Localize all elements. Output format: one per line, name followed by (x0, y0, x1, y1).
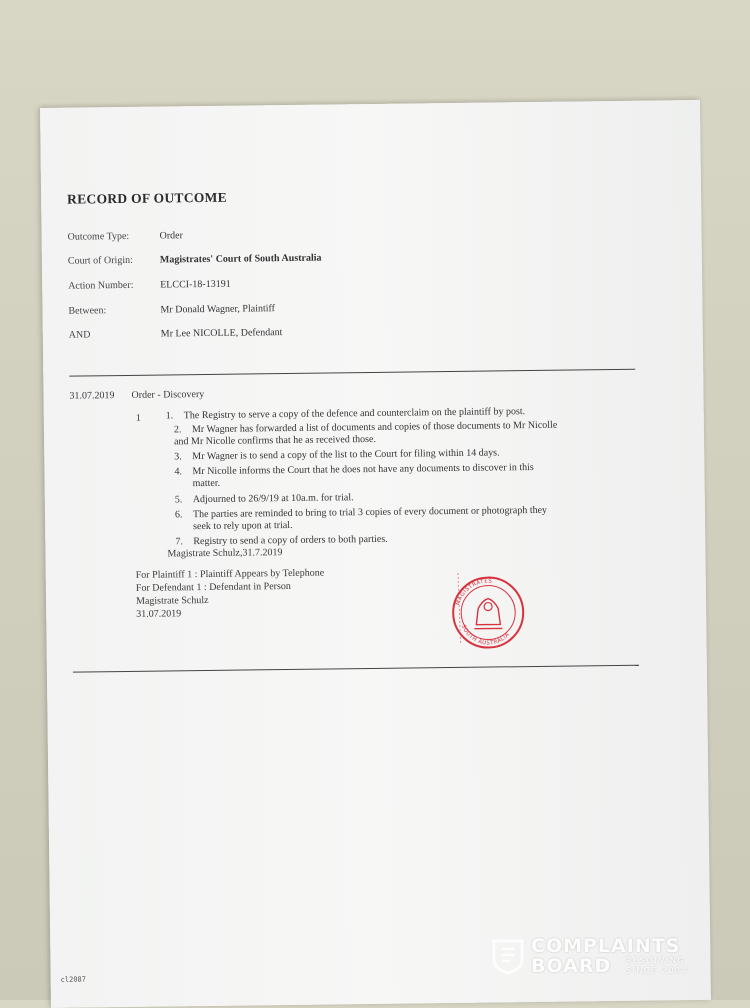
order-text: Registry to send a copy of orders to both parties. (193, 533, 388, 548)
entry-date: 31.07.2019 (69, 390, 115, 402)
magistrate-signature-line: Magistrate Schulz,31.7.2019 (167, 547, 283, 560)
field-label-court-of-origin: Court of Origin: (67, 254, 133, 267)
order-text: Mr Wagner has forwarded a list of documents and copies of those documents to Mr Nicolle (191, 419, 558, 436)
order-number: 4. (174, 466, 183, 478)
field-value-action-number: ELCCI-18-13191 (160, 278, 231, 291)
order-number: 7. (175, 536, 183, 548)
svg-text:MAGISTRATES: MAGISTRATES (455, 578, 493, 607)
appearance-date: 31.07.2019 (136, 608, 182, 620)
field-label-outcome-type: Outcome Type: (67, 230, 130, 243)
order-text: Mr Wagner is to send a copy of the list to the Court for filing within 14 days. (192, 447, 500, 463)
order-number: 6. (174, 509, 183, 521)
order-number: 5. (174, 494, 183, 506)
order-item-6 (175, 505, 547, 522)
entry-type: Order - Discovery (131, 389, 205, 401)
field-value-court-of-origin: Magistrates' Court of South Australia (159, 252, 322, 266)
document-page (40, 100, 711, 1008)
field-value-between: Mr Donald Wagner, Plaintiff (160, 303, 276, 316)
watermark-tagline (626, 956, 688, 976)
order-item-4-continued: matter. (192, 477, 221, 490)
order-item-2-continued: and Mr Nicolle confirms that he as received those. (174, 433, 377, 448)
top-divider (69, 369, 635, 377)
document-title: RECORD OF OUTCOME (67, 189, 228, 207)
watermark-tag-2: SINCE 2004 (626, 966, 688, 975)
order-text: The Registry to serve a copy of the defence and counterclaim on the plaintiff by post. (183, 406, 526, 422)
svg-text:SOUTH AUSTRALIA: SOUTH AUSTRALIA (459, 624, 512, 647)
watermark-tag-1: RESOLVING (626, 956, 686, 965)
order-item-4 (174, 462, 533, 478)
order-number: 1. (165, 410, 174, 422)
field-value-and: Mr Lee NICOLLE, Defendant (160, 327, 283, 340)
order-number: 3. (174, 451, 182, 463)
watermark-line-2: BOARD (531, 955, 612, 977)
watermark-line-1: COMPLAINTS (531, 935, 681, 957)
complaints-board-watermark (488, 935, 703, 977)
order-text: Mr Nicolle informs the Court that he does not have any documents to discover in this (192, 461, 534, 478)
order-number: 2. (173, 424, 182, 436)
order-item-5 (175, 492, 354, 506)
order-text: The parties are reminded to bring to trial 3 copies of every document or photograph they (192, 504, 548, 521)
court-seal-stamp (438, 570, 529, 656)
form-code: cl2087 (60, 975, 86, 984)
field-label-between: Between: (68, 305, 107, 317)
appearance-magistrate: Magistrate Schulz (135, 594, 209, 607)
appearance-defendant: For Defendant 1 : Defendant in Person (135, 580, 291, 594)
shield-icon (490, 937, 526, 980)
order-item-3 (174, 447, 499, 463)
field-label-and: AND (68, 329, 91, 341)
bottom-divider (73, 665, 639, 673)
order-item-6-continued: seek to rely upon at trial. (193, 519, 293, 533)
field-label-action-number: Action Number: (68, 279, 134, 292)
appearance-plaintiff: For Plaintiff 1 : Plaintiff Appears by Telephone (135, 567, 325, 581)
order-text: Adjourned to 26/9/19 at 10a.m. for trial. (192, 492, 354, 506)
field-value-outcome-type: Order (159, 230, 183, 242)
entry-number: 1 (135, 412, 141, 424)
